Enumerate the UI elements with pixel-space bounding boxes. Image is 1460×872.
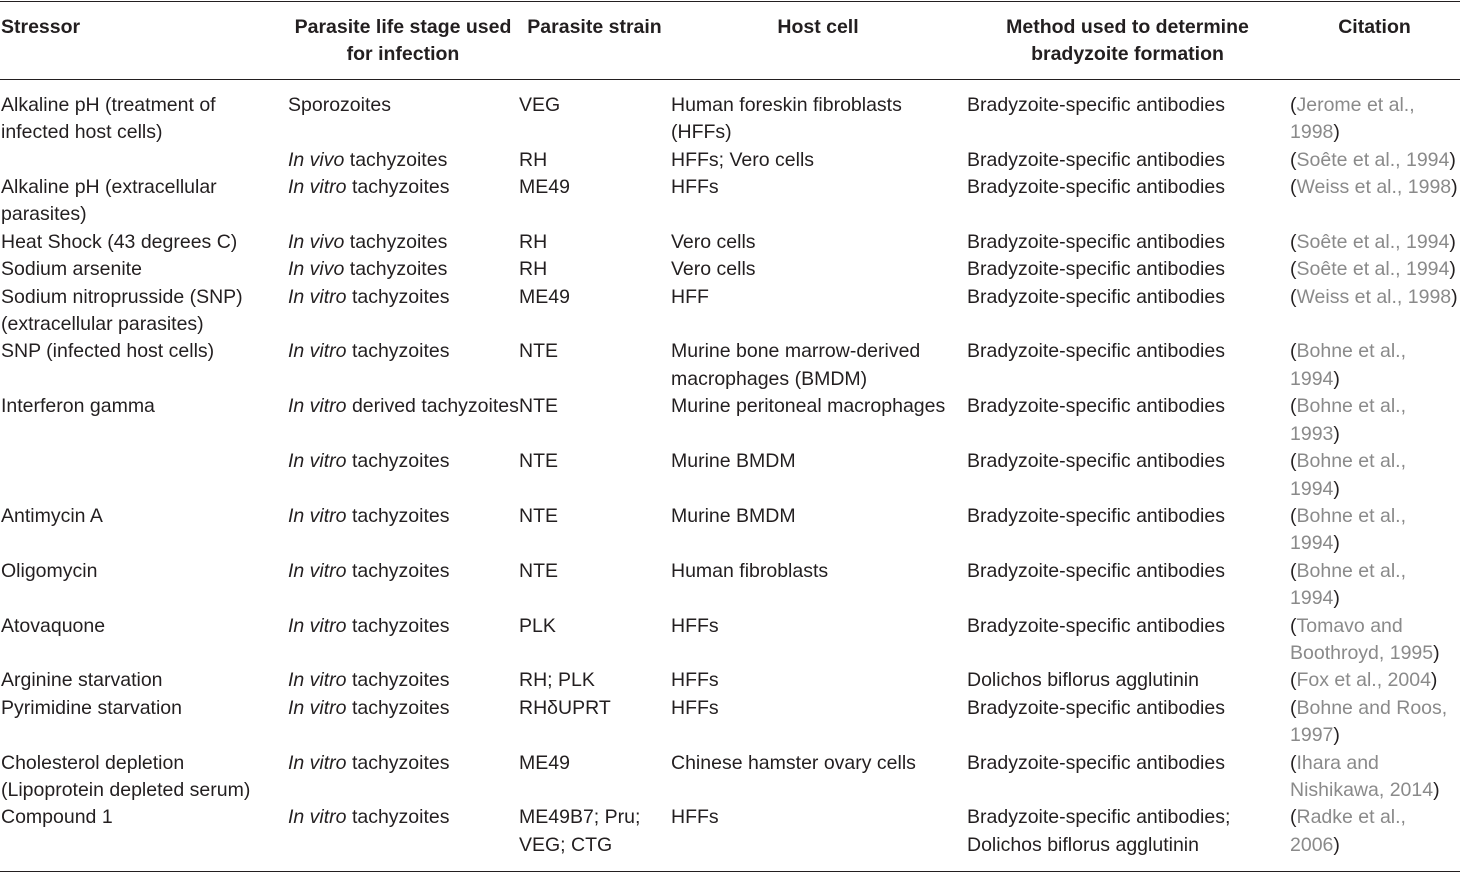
life-stage-italic: In vitro	[288, 504, 347, 527]
life-stage-italic: In vitro	[288, 559, 347, 582]
cell-method: Dolichos biflorus agglutinin	[967, 669, 1199, 692]
cell-host-cell: HFFs; Vero cells	[671, 148, 815, 171]
life-stage-italic: In vivo	[288, 258, 345, 281]
cell-stressor: Antimycin A	[1, 504, 103, 527]
cell-citation: (Bohne et al., 1993)	[1290, 395, 1406, 445]
cell-life-stage	[287, 229, 519, 256]
cell-life-stage	[287, 750, 519, 805]
header-strain: Parasite strain	[527, 16, 662, 38]
cell-strain: ME49	[519, 285, 570, 308]
cell-strain: NTE	[519, 504, 558, 527]
cell-strain: ME49	[519, 751, 570, 774]
table-row	[0, 256, 1460, 283]
cell-method: Bradyzoite-specific antibodies	[967, 614, 1225, 637]
citation-link[interactable]: Bohne et al., 1994	[1290, 450, 1406, 500]
citation-link[interactable]: Tomavo and Boothroyd, 1995	[1290, 614, 1434, 664]
citation-link[interactable]: Soête et al., 1994	[1296, 148, 1450, 171]
cell-method: Bradyzoite-specific antibodies	[967, 751, 1225, 774]
cell-method: Bradyzoite-specific antibodies	[967, 450, 1225, 473]
cell-host-cell: Murine BMDM	[671, 450, 796, 473]
cell-method: Bradyzoite-specific antibodies	[967, 696, 1225, 719]
citation-link[interactable]: Soête et al., 1994	[1296, 230, 1450, 253]
life-stage-italic: In vivo	[288, 148, 345, 171]
table-row	[0, 229, 1460, 256]
cell-host-cell: Human foreskin fibroblasts (HFFs)	[671, 93, 902, 144]
table-row	[0, 613, 1460, 668]
table-row	[0, 284, 1460, 339]
table-row	[0, 448, 1460, 503]
life-stage-text: derived tachyzoites	[346, 395, 519, 418]
header-method: Method used to determine bradyzoite formation	[1006, 16, 1249, 66]
cell-citation: (Fox et al., 2004)	[1290, 669, 1438, 692]
life-stage-italic: In vitro	[288, 340, 347, 363]
cell-life-stage	[287, 256, 519, 283]
cell-host-cell: Vero cells	[671, 230, 756, 253]
cell-citation: (Soête et al., 1994)	[1290, 258, 1456, 281]
cell-citation: (Jerome et al., 1998)	[1290, 93, 1415, 144]
cell-strain: VEG	[519, 93, 561, 116]
life-stage-italic: In vitro	[288, 285, 347, 308]
cell-stressor: Atovaquone	[1, 614, 106, 637]
cell-citation: (Weiss et al., 1998)	[1290, 285, 1458, 308]
life-stage-italic: In vitro	[288, 395, 347, 418]
life-stage-italic: In vivo	[288, 230, 345, 253]
life-stage-text: tachyzoites	[346, 669, 450, 692]
cell-method: Bradyzoite-specific antibodies	[967, 504, 1225, 527]
table-row	[0, 667, 1460, 694]
cell-host-cell: HFFs	[671, 806, 719, 829]
cell-strain: RH	[519, 230, 548, 253]
cell-host-cell: HFFs	[671, 176, 719, 199]
life-stage-text: tachyzoites	[346, 614, 450, 637]
table-row	[0, 147, 1460, 174]
cell-stressor	[0, 448, 287, 503]
cell-citation: (Bohne et al., 1994)	[1290, 504, 1406, 555]
cell-life-stage	[287, 393, 519, 448]
table-row	[0, 503, 1460, 558]
header-life-stage: Parasite life stage used for infection	[294, 16, 512, 66]
cell-life-stage	[287, 448, 519, 503]
life-stage-italic: In vitro	[288, 751, 347, 774]
cell-host-cell: HFFs	[671, 696, 719, 719]
cell-method: Bradyzoite-specific antibodies; Dolichos biflorus agglutinin	[967, 806, 1231, 856]
cell-strain: RH; PLK	[519, 669, 595, 692]
life-stage-text: tachyzoites	[346, 751, 450, 774]
cell-citation: (Soête et al., 1994)	[1290, 148, 1456, 171]
life-stage-text: tachyzoites	[346, 450, 450, 473]
cell-life-stage	[287, 284, 519, 339]
cell-life-stage	[287, 174, 519, 229]
table-row	[0, 695, 1460, 750]
citation-link[interactable]: Bohne and Roos, 1997	[1290, 696, 1448, 747]
cell-host-cell: Murine peritoneal macrophages	[671, 395, 946, 418]
cell-stressor: Alkaline pH (treatment of infected host cells)	[1, 93, 216, 144]
cell-method: Bradyzoite-specific antibodies	[967, 340, 1225, 363]
header-stressor: Stressor	[1, 16, 81, 38]
cell-strain: ME49	[519, 176, 570, 199]
cell-stressor	[0, 147, 287, 174]
cell-host-cell: Vero cells	[671, 258, 756, 281]
cell-life-stage	[287, 338, 519, 393]
cell-life-stage	[287, 613, 519, 668]
cell-stressor: Sodium arsenite	[1, 258, 142, 281]
life-stage-italic: In vitro	[288, 176, 347, 199]
cell-host-cell: HFFs	[671, 614, 719, 637]
cell-stressor: Sodium nitroprusside (SNP) (extracellular parasites)	[1, 285, 243, 336]
cell-strain: NTE	[519, 340, 558, 363]
stressor-table	[0, 1, 1460, 872]
life-stage-italic: In vitro	[288, 696, 347, 719]
cell-citation: (Ihara and Nishikawa, 2014)	[1290, 751, 1440, 801]
cell-life-stage	[287, 695, 519, 750]
cell-citation: (Tomavo and Boothroyd, 1995)	[1290, 614, 1440, 664]
life-stage-italic: In vitro	[288, 450, 347, 473]
cell-citation: (Radke et al., 2006)	[1290, 806, 1406, 856]
life-stage-text: tachyzoites	[344, 230, 448, 253]
cell-citation: (Bohne et al., 1994)	[1290, 450, 1406, 500]
cell-strain: NTE	[519, 395, 558, 418]
life-stage-text: tachyzoites	[346, 696, 450, 719]
table-row	[0, 804, 1460, 871]
life-stage-text: Sporozoites	[288, 93, 391, 116]
citation-link[interactable]: Weiss et al., 1998	[1296, 176, 1452, 199]
cell-method: Bradyzoite-specific antibodies	[967, 93, 1225, 116]
cell-stressor: Compound 1	[1, 806, 113, 829]
table-row	[0, 393, 1460, 448]
cell-stressor: Cholesterol depletion (Lipoprotein depleted serum)	[1, 751, 251, 801]
life-stage-italic: In vitro	[288, 614, 347, 637]
citation-link[interactable]: Bohne et al., 1994	[1290, 559, 1406, 610]
cell-method: Bradyzoite-specific antibodies	[967, 258, 1225, 281]
cell-citation: (Weiss et al., 1998)	[1290, 176, 1458, 199]
cell-method: Bradyzoite-specific antibodies	[967, 395, 1225, 418]
life-stage-text: tachyzoites	[346, 806, 450, 829]
cell-citation: (Bohne and Roos, 1997)	[1290, 696, 1448, 747]
cell-host-cell: HFF	[671, 285, 709, 308]
citation-link[interactable]: Jerome et al., 1998	[1290, 93, 1415, 144]
cell-life-stage	[287, 667, 519, 694]
table-row	[0, 174, 1460, 229]
cell-stressor: Heat Shock (43 degrees C)	[1, 230, 238, 253]
cell-strain: PLK	[519, 614, 556, 637]
life-stage-text: tachyzoites	[346, 285, 450, 308]
life-stage-text: tachyzoites	[346, 176, 450, 199]
cell-host-cell: HFFs	[671, 669, 719, 692]
citation-link[interactable]: Ihara and Nishikawa, 2014	[1290, 751, 1434, 801]
cell-method: Bradyzoite-specific antibodies	[967, 230, 1225, 253]
life-stage-text: tachyzoites	[346, 340, 450, 363]
cell-life-stage	[287, 147, 519, 174]
cell-stressor: Pyrimidine starvation	[1, 696, 182, 719]
cell-strain: RH	[519, 148, 548, 171]
cell-method: Bradyzoite-specific antibodies	[967, 176, 1225, 199]
life-stage-italic: In vitro	[288, 669, 347, 692]
cell-stressor: Oligomycin	[1, 559, 98, 582]
table-header	[0, 2, 1460, 80]
cell-life-stage	[287, 804, 519, 871]
cell-host-cell: Murine bone marrow-derived macrophages (BMDM)	[671, 340, 921, 390]
cell-strain: RHδUPRT	[519, 696, 611, 719]
citation-link[interactable]: Radke et al., 2006	[1290, 806, 1406, 856]
cell-strain: NTE	[519, 559, 558, 582]
header-citation: Citation	[1338, 16, 1411, 38]
life-stage-italic: In vitro	[288, 806, 347, 829]
cell-stressor: SNP (infected host cells)	[1, 340, 215, 363]
cell-method: Bradyzoite-specific antibodies	[967, 285, 1225, 308]
table-row	[0, 79, 1460, 146]
cell-strain: RH	[519, 258, 548, 281]
cell-host-cell: Human fibroblasts	[671, 559, 829, 582]
cell-stressor: Interferon gamma	[1, 395, 155, 418]
life-stage-text: tachyzoites	[344, 148, 448, 171]
citation-link[interactable]: Weiss et al., 1998	[1296, 285, 1452, 308]
life-stage-text: tachyzoites	[344, 258, 448, 281]
cell-stressor: Alkaline pH (extracellular parasites)	[1, 176, 217, 226]
cell-host-cell: Chinese hamster ovary cells	[671, 751, 916, 774]
citation-link[interactable]: Bohne et al., 1994	[1290, 504, 1406, 555]
table-row	[0, 750, 1460, 805]
cell-citation: (Soête et al., 1994)	[1290, 230, 1456, 253]
life-stage-text: tachyzoites	[346, 504, 450, 527]
citation-link[interactable]: Soête et al., 1994	[1296, 258, 1450, 281]
cell-life-stage	[287, 503, 519, 558]
citation-link[interactable]: Fox et al., 2004	[1296, 669, 1431, 692]
cell-citation: (Bohne et al., 1994)	[1290, 559, 1406, 610]
cell-strain: NTE	[519, 450, 558, 473]
cell-strain: ME49B7; Pru; VEG; CTG	[519, 806, 641, 856]
cell-method: Bradyzoite-specific antibodies	[967, 148, 1225, 171]
table-row	[0, 338, 1460, 393]
table-row	[0, 558, 1460, 613]
cell-host-cell: Murine BMDM	[671, 504, 796, 527]
cell-life-stage	[287, 79, 519, 146]
citation-link[interactable]: Bohne et al., 1993	[1290, 395, 1406, 445]
header-host-cell: Host cell	[777, 16, 859, 38]
cell-citation: (Bohne et al., 1994)	[1290, 340, 1406, 390]
table-body	[0, 79, 1460, 871]
life-stage-text: tachyzoites	[346, 559, 450, 582]
cell-method: Bradyzoite-specific antibodies	[967, 559, 1225, 582]
cell-life-stage	[287, 558, 519, 613]
cell-stressor: Arginine starvation	[1, 669, 163, 692]
citation-link[interactable]: Bohne et al., 1994	[1290, 340, 1406, 390]
